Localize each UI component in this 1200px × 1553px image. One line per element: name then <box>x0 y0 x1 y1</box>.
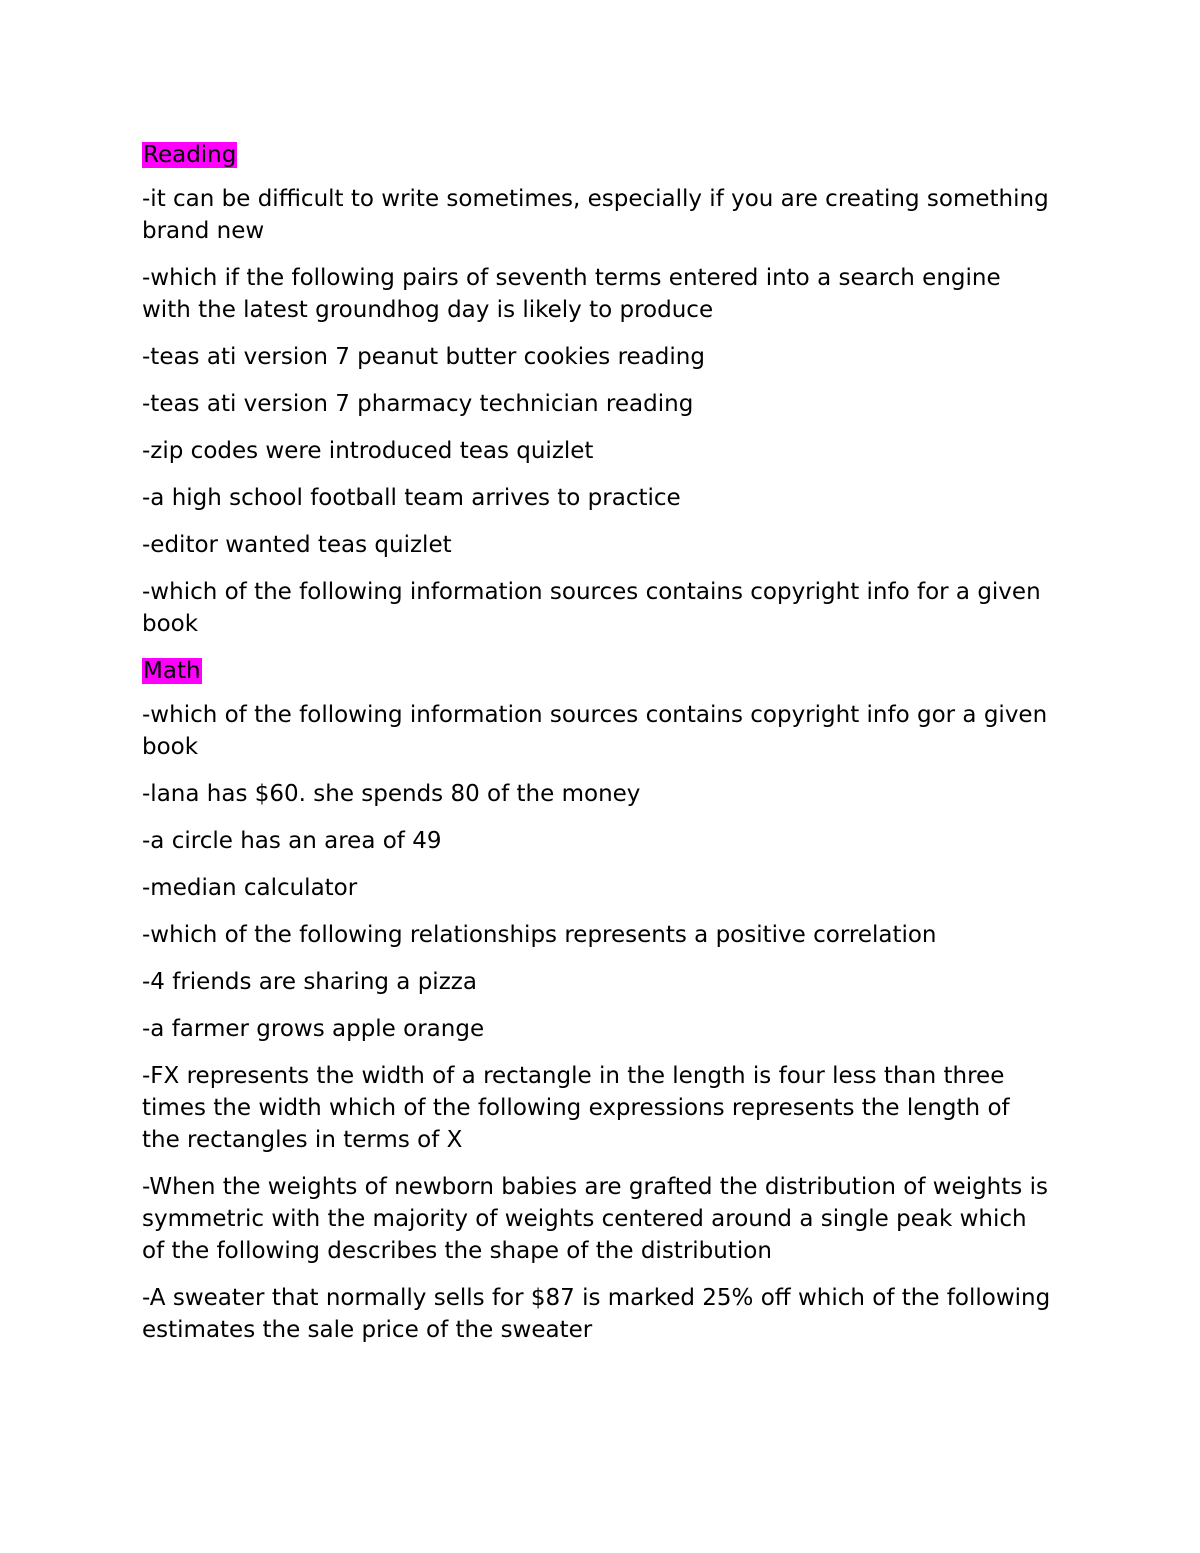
list-item: -teas ati version 7 peanut butter cookies reading <box>142 344 705 370</box>
list-item: -lana has $60. she spends 80 of the money <box>142 781 641 807</box>
list-item: -When the weights of newborn babies are grafted the distribution of weights is symmetric with the majority of weights centered around a single peak which of the following describes the shape of the distribution <box>142 1174 1048 1264</box>
section-heading-math <box>142 655 1052 687</box>
list-item: -a high school football team arrives to practice <box>142 485 681 511</box>
list-item: -which of the following relationships represents a positive correlation <box>142 922 937 948</box>
list-item: -which of the following information sources contains copyright info for a given book <box>142 579 1041 637</box>
highlighted-heading: Math <box>143 658 201 684</box>
list-item: -which if the following pairs of seventh terms entered into a search engine with the latest groundhog day is likely to produce <box>142 265 1001 323</box>
list-item: -editor wanted teas quizlet <box>142 532 452 558</box>
list-item: -A sweater that normally sells for $87 is marked 25% off which of the following estimates the sale price of the sweater <box>142 1285 1051 1343</box>
highlighted-heading: Reading <box>143 142 237 168</box>
list-item: -which of the following information sources contains copyright info gor a given book <box>142 702 1048 760</box>
list-item: -median calculator <box>142 875 358 901</box>
document-page <box>142 139 1052 1361</box>
section-heading-reading <box>142 139 1052 171</box>
list-item: -a circle has an area of 49 <box>142 828 442 854</box>
list-item: -FX represents the width of a rectangle in the length is four less than three times the width which of the following expressions represents the length of the rectangles in terms of X <box>142 1063 1010 1153</box>
list-item: -teas ati version 7 pharmacy technician reading <box>142 391 694 417</box>
list-item: -zip codes were introduced teas quizlet <box>142 438 594 464</box>
list-item: -it can be difficult to write sometimes, especially if you are creating something brand new <box>142 186 1049 244</box>
list-item: -4 friends are sharing a pizza <box>142 969 477 995</box>
list-item: -a farmer grows apple orange <box>142 1016 485 1042</box>
